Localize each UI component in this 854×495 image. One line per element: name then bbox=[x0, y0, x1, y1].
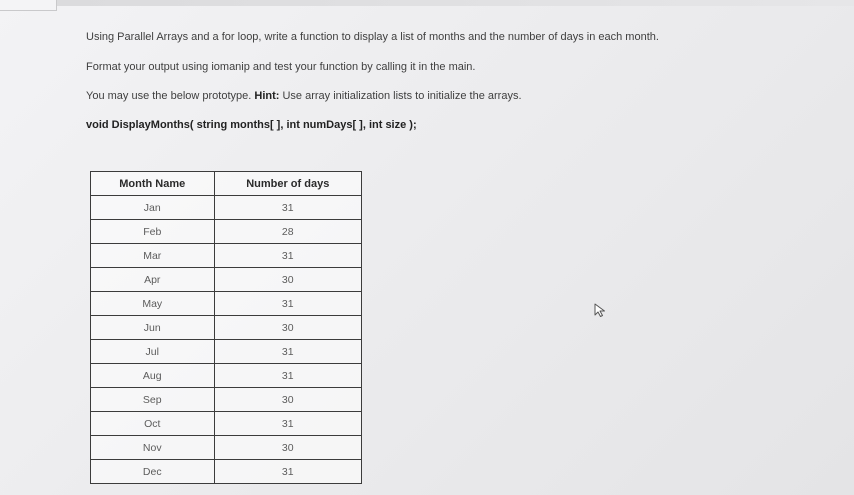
table-row bbox=[91, 292, 362, 316]
month-cell: Apr bbox=[91, 268, 215, 292]
days-cell: 31 bbox=[214, 340, 361, 364]
table-row bbox=[91, 196, 362, 220]
question-line-3-suffix: Use array initialization lists to initialize the arrays. bbox=[279, 90, 522, 102]
month-cell: Oct bbox=[91, 412, 215, 436]
month-cell: May bbox=[91, 292, 215, 316]
table-row bbox=[91, 388, 362, 412]
table-row bbox=[91, 364, 362, 388]
days-cell: 31 bbox=[214, 244, 361, 268]
mouse-cursor-icon bbox=[594, 303, 606, 317]
table-row bbox=[91, 244, 362, 268]
month-cell: Aug bbox=[91, 364, 215, 388]
question-line-2: Format your output using iomanip and test your function by calling it in the main. bbox=[86, 61, 476, 73]
month-cell: Sep bbox=[91, 388, 215, 412]
table-header-row bbox=[91, 172, 362, 196]
month-cell: Jun bbox=[91, 316, 215, 340]
months-table bbox=[90, 171, 362, 484]
window-top-strip bbox=[0, 0, 854, 6]
days-cell: 30 bbox=[214, 268, 361, 292]
table-row bbox=[91, 460, 362, 484]
days-cell: 30 bbox=[214, 388, 361, 412]
function-prototype: void DisplayMonths( string months[ ], int numDays[ ], int size ); bbox=[86, 119, 417, 131]
days-cell: 28 bbox=[214, 220, 361, 244]
days-cell: 30 bbox=[214, 316, 361, 340]
days-cell: 30 bbox=[214, 436, 361, 460]
days-cell: 31 bbox=[214, 364, 361, 388]
table-row bbox=[91, 268, 362, 292]
days-cell: 31 bbox=[214, 196, 361, 220]
month-cell: Jul bbox=[91, 340, 215, 364]
question-line-3-prefix: You may use the below prototype. bbox=[86, 90, 255, 102]
days-cell: 31 bbox=[214, 292, 361, 316]
days-cell: 31 bbox=[214, 412, 361, 436]
table-row bbox=[91, 436, 362, 460]
question-line-1: Using Parallel Arrays and a for loop, write a function to display a list of months and the number of days in each month. bbox=[86, 31, 659, 43]
month-cell: Nov bbox=[91, 436, 215, 460]
month-cell: Mar bbox=[91, 244, 215, 268]
table-row bbox=[91, 340, 362, 364]
month-cell: Jan bbox=[91, 196, 215, 220]
month-cell: Feb bbox=[91, 220, 215, 244]
window-corner-tab bbox=[0, 0, 57, 11]
question-line-3 bbox=[86, 90, 522, 102]
days-cell: 31 bbox=[214, 460, 361, 484]
table-row bbox=[91, 316, 362, 340]
hint-label: Hint: bbox=[254, 90, 280, 102]
month-cell: Dec bbox=[91, 460, 215, 484]
table-row bbox=[91, 412, 362, 436]
header-number-of-days: Number of days bbox=[214, 172, 361, 196]
table-row bbox=[91, 220, 362, 244]
header-month-name: Month Name bbox=[91, 172, 215, 196]
